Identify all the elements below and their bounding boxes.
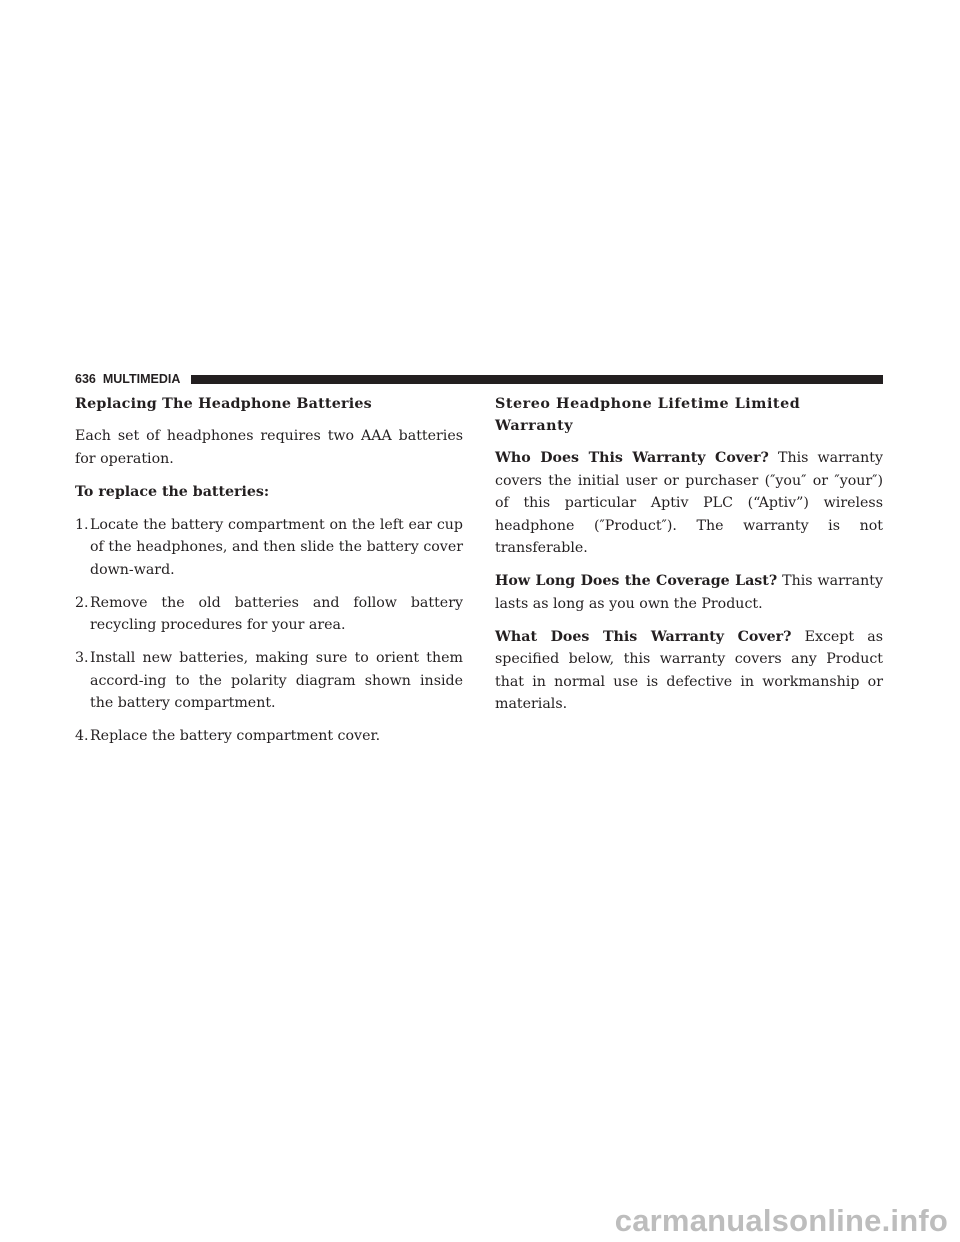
step-text: Install new batteries, making sure to orient them accord-ing to the polarity diagram shown inside the battery compartment. <box>90 650 463 711</box>
warranty-answer: This warranty covers the initial user or purchaser (″you″ or ″your″) of this particular Aptiv PLC (“Aptiv”) wireless headphone (″Product″). The warranty is not transferable. <box>495 450 883 556</box>
list-item <box>75 514 463 582</box>
step-number: 3. <box>75 650 89 666</box>
warranty-question: What Does This Warranty Cover? <box>495 628 792 645</box>
battery-replacement-heading: Replacing The Headphone Batteries <box>75 396 372 412</box>
step-number: 1. <box>75 516 89 533</box>
warranty-answer: Except as specified below, this warranty covers any Product that in normal use is defective in workmanship or materials. <box>495 628 883 712</box>
list-item <box>75 647 463 715</box>
step-text: Replace the battery compartment cover. <box>90 728 381 744</box>
page-header <box>75 372 883 386</box>
steps-subheading: To replace the batteries: <box>75 483 270 500</box>
step-text: Remove the old batteries and follow battery recycling procedures for your area. <box>90 594 463 633</box>
left-column <box>75 393 463 758</box>
intro-paragraph: Each set of headphones requires two AAA batteries for operation. <box>75 428 463 467</box>
step-text: Locate the battery compartment on the left ear cup of the headphones, and then slide the battery cover down-ward. <box>90 516 463 578</box>
page-number: 636 <box>75 372 96 386</box>
section-title: MULTIMEDIA <box>102 372 181 386</box>
list-item <box>75 592 463 637</box>
list-item <box>75 725 463 748</box>
warranty-answer: This warranty lasts as long as you own the Product. <box>495 573 883 612</box>
warranty-paragraph <box>495 626 883 716</box>
right-column <box>495 393 883 726</box>
warranty-question: How Long Does the Coverage Last? <box>495 573 778 589</box>
step-number: 4. <box>75 728 89 744</box>
warranty-paragraph <box>495 570 883 615</box>
steps-list <box>75 514 463 748</box>
warranty-heading: Stereo Headphone Lifetime Limited Warranty <box>495 396 801 434</box>
watermark: carmanualsonline.info <box>614 1203 948 1238</box>
header-rule <box>191 375 883 384</box>
step-number: 2. <box>75 594 89 611</box>
warranty-paragraph <box>495 447 883 560</box>
warranty-question: Who Does This Warranty Cover? <box>495 450 769 466</box>
